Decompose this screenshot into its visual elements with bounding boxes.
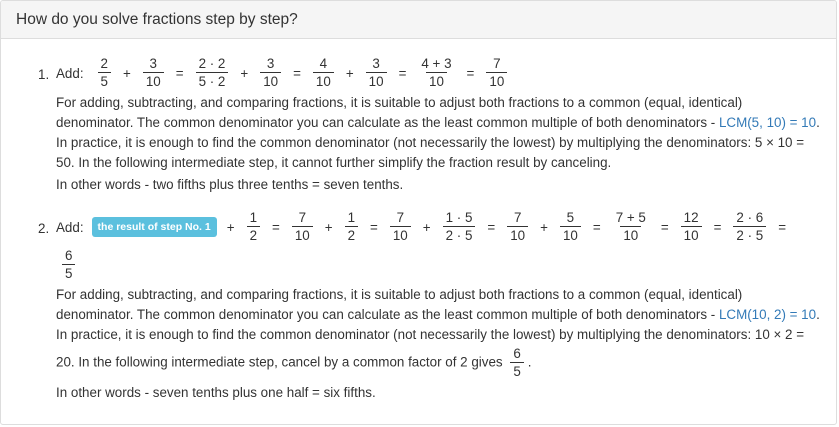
operator: = (272, 219, 280, 235)
step-1 (1, 55, 821, 195)
fraction: $\frac{4}{10}$ (313, 55, 334, 91)
equation (56, 55, 821, 91)
operator: = (713, 219, 722, 235)
operator: = (466, 65, 475, 81)
fraction: $\frac{12}{10}$ (681, 209, 702, 245)
fraction: $\frac{2 \cdot 2}{5 \cdot 2}$ (196, 55, 229, 91)
operator: = (398, 65, 407, 81)
step-summary: In other words - two fifths plus three tenths = seven tenths. (56, 177, 404, 192)
fraction: $\frac{1}{2}$ (345, 209, 358, 245)
fraction: $\frac{7}{10}$ (292, 209, 313, 245)
fraction: $\frac{2}{5}$ (98, 55, 111, 91)
fraction: $\frac{4 + 3}{10}$ (421, 56, 452, 89)
operator: + (240, 65, 249, 81)
operator: + (422, 219, 431, 235)
operator: + (324, 219, 333, 235)
panel-heading: How do you solve fractions step by step? (1, 1, 836, 39)
step-2 (1, 209, 821, 403)
fraction: $\frac{7 + 5}{10}$ (615, 210, 646, 243)
previous-result-badge: the result of step No. 1 (92, 217, 217, 237)
fraction: $\frac{7}{10}$ (486, 55, 507, 91)
equation (56, 209, 821, 245)
fraction: $\frac{5}{10}$ (560, 209, 581, 245)
operator: = (592, 219, 601, 235)
fraction: $\frac{3}{10}$ (143, 55, 164, 91)
operator: + (226, 219, 235, 235)
step-summary: In other words - seven tenths plus one half = six fifths. (56, 385, 376, 400)
operator: + (345, 65, 354, 81)
inline-fraction: $\frac{6}{5}$ (510, 345, 523, 381)
operator: = (487, 219, 496, 235)
operator: = (370, 219, 378, 235)
fraction: $\frac{7}{10}$ (507, 209, 528, 245)
step-label: Add: (56, 219, 84, 235)
operator: = (778, 219, 787, 235)
operator: = (175, 65, 184, 81)
fraction: $\frac{6}{5}$ (62, 247, 75, 283)
step-number: 1. (38, 67, 50, 82)
steps-list (1, 55, 836, 403)
fraction: $\frac{7}{10}$ (390, 209, 411, 245)
step-explanation: For adding, subtracting, and comparing fractions, it is suitable to adjust both fractions to a common (equal, identical) denominator. The common denominator you can calculate as the least common multiple of both denominators - LCM(5, 10) = 10. In practice, it is enough to find the common denominator (not necessarily the lowest) by multiplying the denominators: 5 × 10 = 50. In the following intermediate step, it cannot further simplify the fraction result by canceling. (56, 95, 820, 170)
operator: + (123, 65, 131, 81)
lcm-link[interactable]: LCM(5, 10) = 10 (718, 115, 817, 130)
step-explanation: For adding, subtracting, and comparing fractions, it is suitable to adjust both fractions to a common (equal, identical) denominator. The common denominator you can calculate as the least common multiple of both denominators - LCM(10, 2) = 10. In practice, it is enough to find the common denominator (not necessarily the lowest) by multiplying the denominators: 10 × 2 = 20. In the following intermediate step, cancel by a common factor of 2 gives $\frac{6}{5}$ . (56, 287, 820, 379)
lcm-link[interactable]: LCM(10, 2) = 10 (718, 307, 817, 322)
step-number: 2. (38, 221, 50, 236)
operator: = (293, 65, 301, 81)
fraction: $\frac{2 \cdot 6}{2 \cdot 5}$ (733, 209, 766, 245)
fraction: $\frac{3}{10}$ (260, 55, 281, 91)
operator: = (660, 219, 669, 235)
step-label: Add: (56, 65, 84, 81)
fraction: $\frac{1 \cdot 5}{2 \cdot 5}$ (443, 209, 476, 245)
fraction: $\frac{1}{2}$ (247, 209, 260, 245)
fraction: $\frac{3}{10}$ (366, 55, 387, 91)
equation-continued (56, 247, 821, 283)
operator: + (540, 219, 548, 235)
